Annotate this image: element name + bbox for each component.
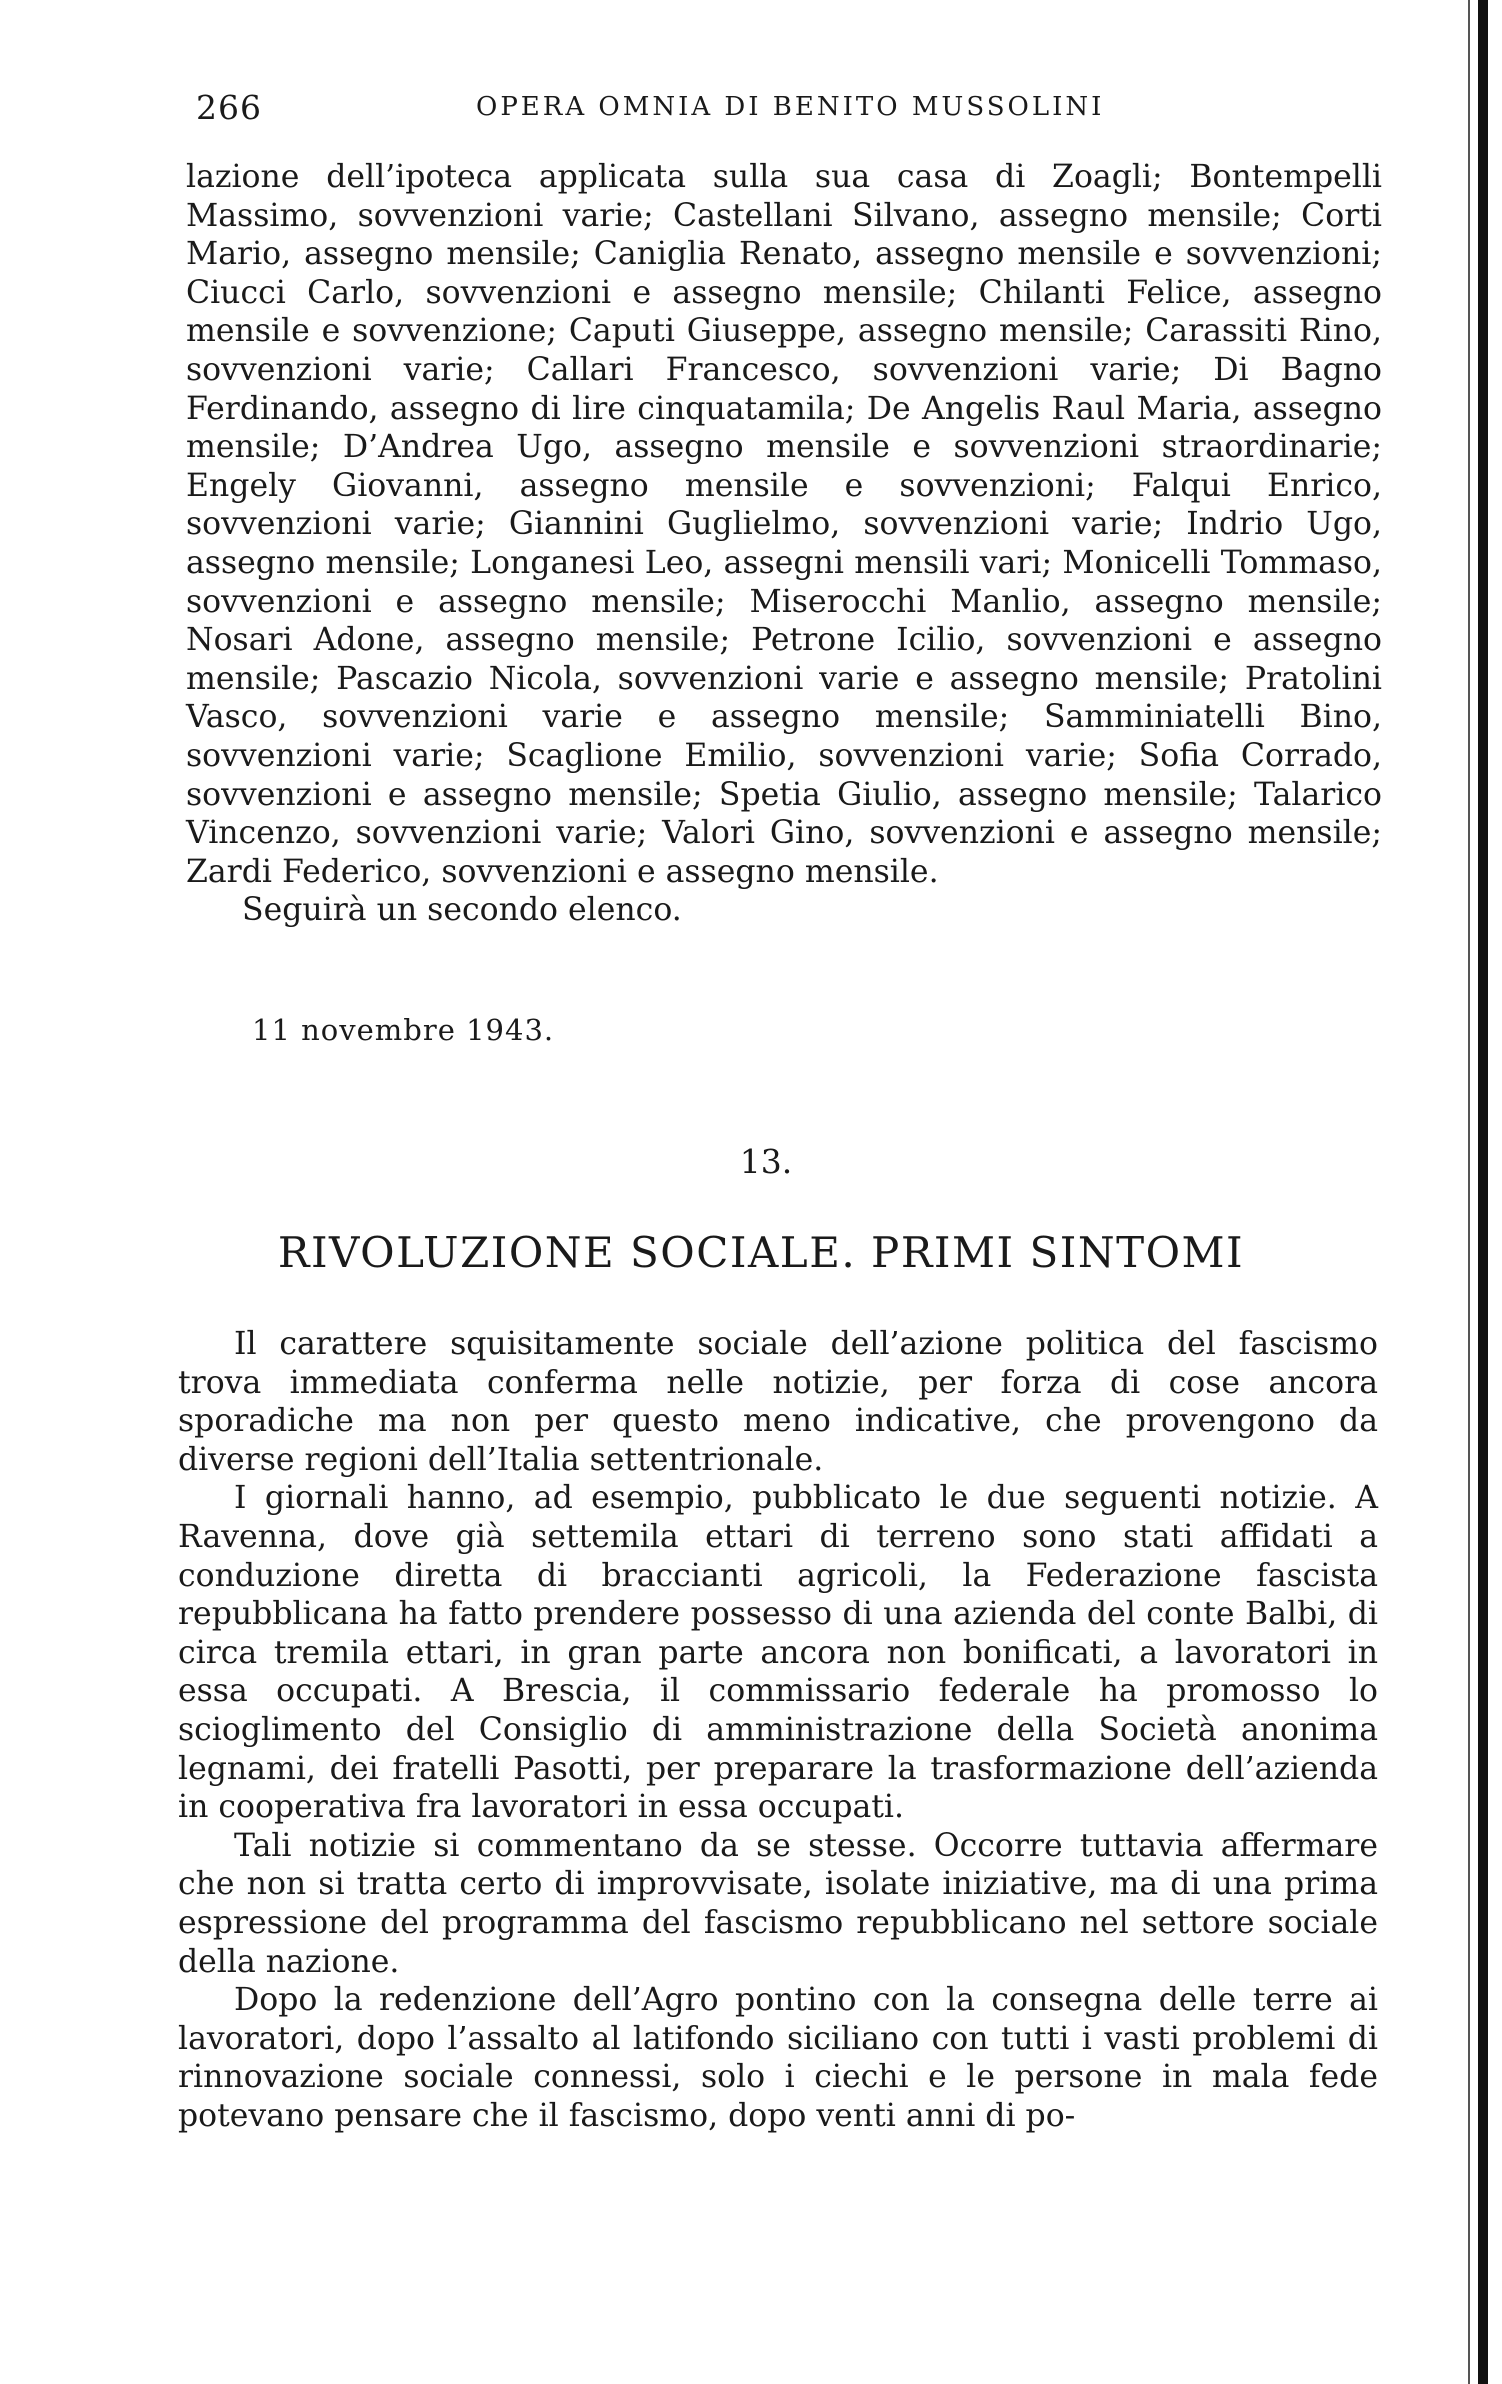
running-head: OPERA OMNIA DI BENITO MUSSOLINI	[476, 92, 1105, 122]
article-title: RIVOLUZIONE SOCIALE. PRIMI SINTOMI	[277, 1228, 1245, 1277]
article-paragraph: Il carattere squisitamente sociale dell’azione politica del fascismo trova immediata conferma nelle notizie, per forza di cose ancora sporadiche ma non per questo meno indicative, che provengono da diverse regioni dell’Italia settentrionale.	[178, 1326, 1378, 1478]
page-number: 266	[196, 88, 262, 127]
continued-text-block	[186, 158, 1382, 978]
article-paragraph: Tali notizie si commentano da se stesse. Occorre tuttavia affermare che non si tratta certo di improvvisate, isolate iniziative, ma di una prima espressione del programma del fascismo repubblicano nel settore sociale della nazione.	[178, 1827, 1378, 1980]
dateline: 11 novembre 1943.	[252, 1013, 555, 1047]
continued-closing-line: Seguirà un secondo elenco.	[242, 892, 682, 929]
page-header	[196, 88, 1396, 134]
article-body	[178, 1325, 1378, 2205]
article-paragraph: I giornali hanno, ad esempio, pubblicato le due seguenti notizie. A Ravenna, dove già settemila ettari di terreno sono stati affidati a conduzione diretta di braccianti agricoli, la Federazione fascista repubblicana ha fatto prendere possesso di una azienda del conte Balbi, di circa tremila ettari, in gran parte ancora non bonificati, a lavoratori in essa occupati. A Brescia, il commissario federale ha promosso lo scioglimento del Consiglio di amministrazione della Società anonima legnami, dei fratelli Pasotti, per preparare la trasformazione dell’azienda in cooperativa fra lavoratori in essa occupati.	[178, 1480, 1378, 1826]
article-number: 13.	[739, 1142, 793, 1181]
page-edge-border	[1478, 0, 1488, 2384]
continued-paragraph: lazione dell’ipoteca applicata sulla sua casa di Zoagli; Bontempelli Massimo, sovvenzioni varie; Castellani Silvano, assegno mensile; Corti Mario, assegno mensile; Caniglia Renato, assegno mensile e sovvenzioni; Ciucci Carlo, sovvenzioni e assegno mensile; Chilanti Felice, assegno mensile e sovvenzione; Caputi Giuseppe, assegno mensile; Carassiti Rino, sovvenzioni varie; Callari Francesco, sovvenzioni varie; Di Bagno Ferdinando, assegno di lire cinquatamila; De Angelis Raul Maria, assegno mensile; D’Andrea Ugo, assegno mensile e sovvenzioni straordinarie; Engely Giovanni, assegno mensile e sovvenzioni; Falqui Enrico, sovvenzioni varie; Giannini Guglielmo, sovvenzioni varie; Indrio Ugo, assegno mensile; Longanesi Leo, assegni mensili vari; Monicelli Tommaso, sovvenzioni e assegno mensile; Miserocchi Manlio, assegno mensile; Nosari Adone, assegno mensile; Petrone Icilio, sovvenzioni e assegno mensile; Pascazio Nicola, sovvenzioni varie e assegno mensile; Pratolini Vasco, sovvenzioni varie e assegno mensile; Samminiatelli Bino, sovvenzioni varie; Scaglione Emilio, sovvenzioni varie; Sofia Corrado, sovvenzioni e assegno mensile; Spetia Giulio, assegno mensile; Talarico Vincenzo, sovvenzioni varie; Valori Gino, sovvenzioni e assegno mensile; Zardi Federico, sovvenzioni e assegno mensile.	[186, 159, 1382, 890]
article-paragraph: Dopo la redenzione dell’Agro pontino con la consegna delle terre ai lavoratori, dopo l’assalto al latifondo siciliano con tutti i vasti problemi di rinnovazione sociale connessi, solo i ciechi e le persone in mala fede potevano pensare che il fascismo, dopo venti anni di po-	[178, 1982, 1378, 2134]
page-edge-line	[1468, 0, 1470, 2384]
